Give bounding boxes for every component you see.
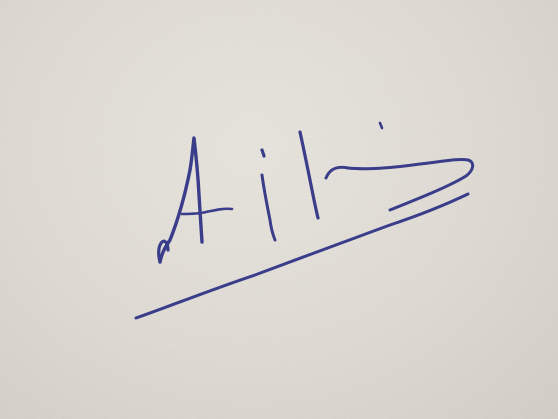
signature-crossbar-stroke <box>182 209 232 214</box>
signature-third-stroke <box>300 132 318 218</box>
signature-dot-stroke <box>262 150 264 156</box>
signature-dot2-stroke <box>380 123 382 128</box>
signature-underline-stroke <box>136 194 468 318</box>
signature-second-stroke <box>262 175 275 240</box>
